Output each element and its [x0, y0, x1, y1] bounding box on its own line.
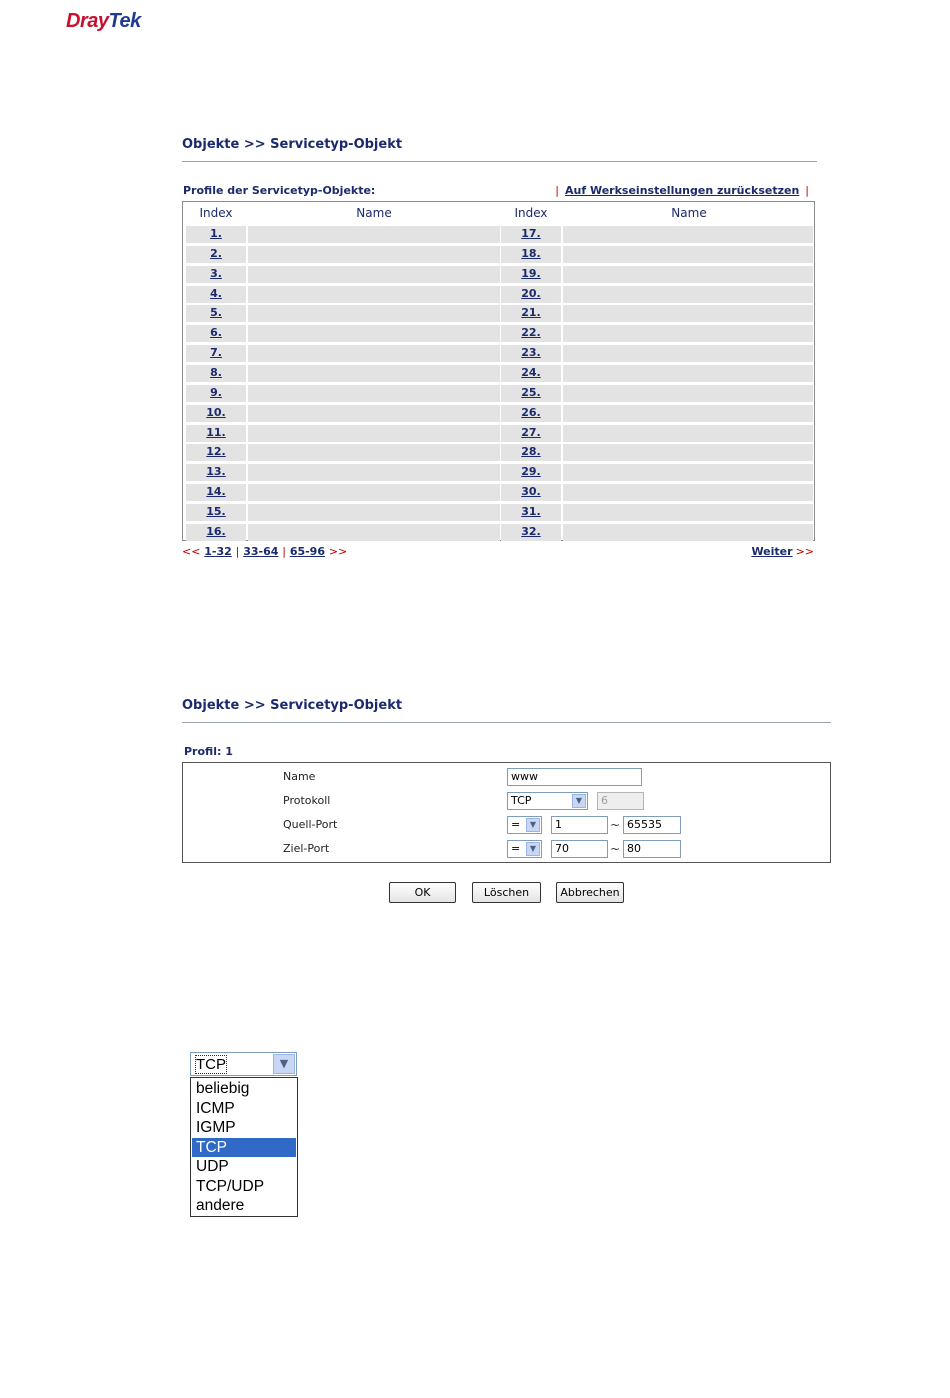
page-link-1-32[interactable]: 1-32: [204, 545, 232, 558]
profile-table: [182, 201, 815, 541]
protocol-select[interactable]: TCP ▼: [507, 792, 588, 810]
profile-index-link[interactable]: 29.: [521, 465, 541, 479]
profile-index-link[interactable]: 4.: [210, 286, 222, 300]
table-cell: [563, 325, 813, 342]
title-divider: [182, 722, 831, 723]
profile-index-link[interactable]: 13.: [206, 465, 226, 479]
chevron-down-icon[interactable]: ▼: [273, 1054, 295, 1074]
table-cell: [563, 266, 813, 283]
profile-index-link[interactable]: 12.: [206, 445, 226, 459]
dropdown-option[interactable]: ICMP: [196, 1099, 235, 1117]
profile-index-link[interactable]: 17.: [521, 227, 541, 240]
profile-index-link[interactable]: 11.: [206, 425, 226, 439]
profile-index-link[interactable]: 19.: [521, 266, 541, 280]
destination-port-end-input[interactable]: 80: [623, 840, 681, 858]
delete-button[interactable]: Löschen: [472, 882, 541, 903]
profile-index-link[interactable]: 24.: [521, 365, 541, 379]
table-cell: [563, 405, 813, 422]
service-form: [182, 762, 831, 863]
dropdown-option[interactable]: andere: [196, 1197, 245, 1214]
table-cell: [563, 365, 813, 382]
table-cell: [248, 524, 500, 541]
profile-index-link[interactable]: 10.: [206, 405, 226, 419]
profile-index-link[interactable]: 7.: [210, 346, 222, 360]
profile-index-link[interactable]: 8.: [210, 365, 222, 379]
profile-index-link[interactable]: 2.: [210, 246, 222, 260]
profile-list-heading: Profile der Servicetyp-Objekte:: [183, 184, 376, 197]
ok-button[interactable]: OK: [389, 882, 456, 903]
table-cell: [248, 286, 500, 303]
dropdown-option[interactable]: TCP: [192, 1138, 296, 1158]
table-cell: [248, 305, 500, 322]
profile-index-link[interactable]: 30.: [521, 485, 541, 499]
table-cell: [563, 345, 813, 362]
dropdown-option[interactable]: IGMP: [196, 1119, 236, 1136]
profile-index-link[interactable]: 1.: [210, 227, 222, 240]
chevron-down-icon: ▼: [526, 842, 540, 856]
table-cell: [248, 226, 500, 243]
profile-index-link[interactable]: 21.: [521, 306, 541, 320]
profile-index-link[interactable]: 31.: [521, 504, 541, 518]
reset-defaults-link[interactable]: Auf Werkseinstellungen zurücksetzen: [565, 184, 800, 197]
protocol-options-list: [190, 1077, 298, 1217]
range-separator: ~: [610, 842, 621, 856]
name-header: Name: [356, 206, 392, 220]
profile-index-link[interactable]: 23.: [521, 346, 541, 360]
table-cell: [563, 286, 813, 303]
table-cell: [563, 444, 813, 461]
profile-index-link[interactable]: 9.: [210, 385, 222, 399]
source-port-end-input[interactable]: 65535: [623, 816, 681, 834]
profile-index-link[interactable]: 18.: [521, 246, 541, 260]
profile-number: Profil: 1: [184, 745, 233, 758]
table-cell: [563, 305, 813, 322]
table-cell: [563, 464, 813, 481]
table-cell: [248, 385, 500, 402]
profile-index-link[interactable]: 5.: [210, 306, 222, 320]
table-cell: [563, 484, 813, 501]
profile-index-link[interactable]: 6.: [210, 326, 222, 340]
profile-index-link[interactable]: 26.: [521, 405, 541, 419]
dropdown-option[interactable]: TCP/UDP: [196, 1177, 265, 1195]
destination-port-label: Ziel-Port: [283, 842, 330, 855]
table-cell: [563, 425, 813, 442]
protocol-number-input: 6: [597, 792, 644, 810]
table-cell: [248, 425, 500, 442]
name-header: Name: [671, 206, 707, 220]
index-header: Index: [199, 206, 233, 220]
table-cell: [248, 345, 500, 362]
protocol-dropdown[interactable]: [190, 1052, 297, 1076]
profile-index-link[interactable]: 25.: [521, 385, 541, 399]
page-title: Objekte >> Servicetyp-Objekt: [182, 137, 403, 152]
page-link-33-64[interactable]: 33-64: [243, 545, 279, 558]
table-cell: [248, 266, 500, 283]
table-cell: [248, 246, 500, 263]
profile-index-link[interactable]: 22.: [521, 326, 541, 340]
pagination: << 1-32 | 33-64 | 65-96 >>: [182, 545, 348, 558]
table-cell: [248, 484, 500, 501]
page-link-65-96[interactable]: 65-96: [289, 545, 325, 558]
profile-index-link[interactable]: 16.: [206, 524, 226, 538]
edit-page-title: Objekte >> Servicetyp-Objekt: [182, 698, 403, 713]
table-cell: [563, 504, 813, 521]
name-label: Name: [283, 770, 316, 783]
table-cell: [248, 405, 500, 422]
profile-index-link[interactable]: 27.: [521, 425, 541, 439]
dropdown-option[interactable]: UDP: [196, 1158, 229, 1175]
table-cell: [563, 226, 813, 243]
profile-index-link[interactable]: 14.: [206, 485, 226, 499]
source-port-start-input[interactable]: 1: [551, 816, 608, 834]
profile-index-link[interactable]: 15.: [206, 504, 226, 518]
table-cell: [563, 385, 813, 402]
next-page: Weiter >>: [751, 545, 814, 558]
table-cell: [563, 524, 813, 541]
title-divider: [182, 161, 817, 162]
dropdown-option[interactable]: beliebig: [196, 1080, 250, 1097]
draytek-logo: DrayTek: [66, 10, 141, 32]
destination-port-start-input[interactable]: 70: [551, 840, 608, 858]
next-page-link[interactable]: Weiter: [751, 545, 793, 558]
reset-link-area: | Auf Werkseinstellungen zurücksetzen |: [555, 184, 809, 197]
cancel-button[interactable]: Abbrechen: [556, 882, 624, 903]
profile-index-link[interactable]: 3.: [210, 266, 222, 280]
chevron-down-icon: ▼: [526, 818, 540, 832]
profile-index-link[interactable]: 32.: [521, 524, 541, 538]
table-cell: [563, 246, 813, 263]
range-separator: ~: [610, 818, 621, 832]
table-cell: [248, 464, 500, 481]
destination-port-operator-select[interactable]: = ▼: [507, 840, 542, 858]
source-port-label: Quell-Port: [283, 818, 338, 831]
table-cell: [248, 444, 500, 461]
index-header: Index: [514, 206, 548, 220]
dropdown-selected-value: TCP: [196, 1056, 226, 1073]
profile-index-link[interactable]: 28.: [521, 445, 541, 459]
table-cell: [248, 504, 500, 521]
chevron-down-icon: ▼: [572, 794, 586, 808]
table-cell: [248, 325, 500, 342]
table-cell: [248, 365, 500, 382]
source-port-operator-select[interactable]: = ▼: [507, 816, 542, 834]
name-input[interactable]: www: [507, 768, 642, 786]
profile-index-link[interactable]: 20.: [521, 286, 541, 300]
protocol-label: Protokoll: [283, 794, 331, 807]
